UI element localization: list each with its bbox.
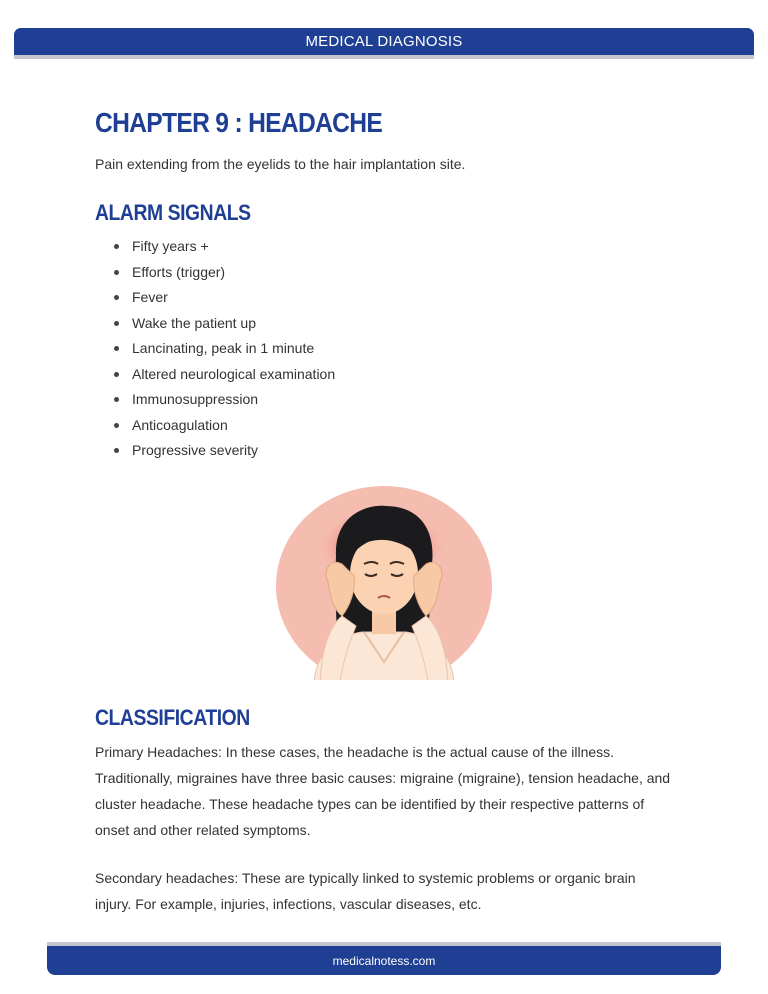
list-item: Progressive severity [114,440,335,466]
classification-heading: CLASSIFICATION [95,705,250,730]
list-item: Altered neurological examination [114,364,335,390]
secondary-headaches-paragraph: Secondary headaches: These are typically linked to systemic problems or organic brain injury. For example, injuries, infections, vascular diseases, etc. [95,870,636,912]
list-item: Lancinating, peak in 1 minute [114,338,335,364]
footer-bar [47,946,721,975]
header-bar [14,28,754,55]
primary-headaches-paragraph: Primary Headaches: In these cases, the headache is the actual cause of the illness. Traditionally, migraines have three basic causes: migraine (migraine), tension headache, and cluster headache. These headache types can be identified by their respective patterns of onset and other related symptoms. [95,744,671,838]
header-title: MEDICAL DIAGNOSIS [305,33,463,50]
header-divider [14,55,754,59]
chapter-title: CHAPTER 9 : HEADACHE [95,107,383,138]
alarm-signals-heading: ALARM SIGNALS [95,200,251,225]
headache-illustration [276,486,492,682]
list-item: Efforts (trigger) [114,262,335,288]
list-item: Immunosuppression [114,389,335,415]
list-item: Fever [114,287,335,313]
alarm-signals-list [114,236,335,466]
chapter-intro: Pain extending from the eyelids to the hair implantation site. [95,156,466,172]
list-item: Wake the patient up [114,313,335,339]
footer-site: medicalnotess.com [332,954,436,968]
list-item: Anticoagulation [114,415,335,441]
list-item: Fifty years + [114,236,335,262]
